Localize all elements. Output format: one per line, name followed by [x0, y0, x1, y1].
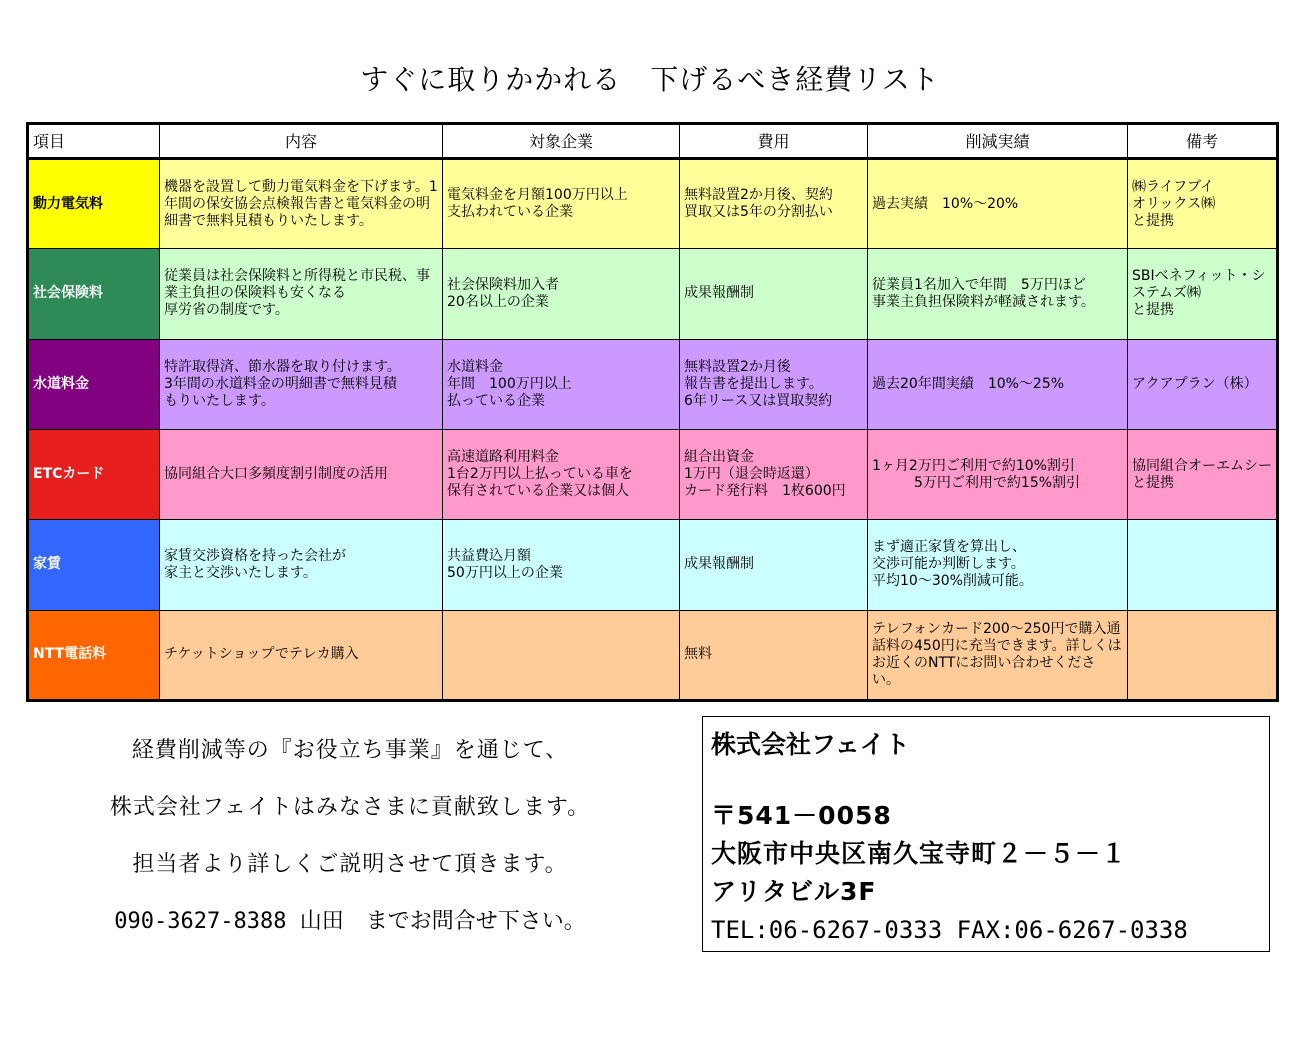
row-target: 高速道路利用料金 1台2万円以上払っている車を 保有されている企業又は個人: [443, 429, 680, 519]
row-results: 過去実績 10%～20%: [868, 159, 1128, 249]
message-line-3: 担当者より詳しくご説明させて頂きます。: [132, 852, 568, 877]
row-remarks: ㈱ライフブイ オリックス㈱ と提携: [1128, 159, 1278, 249]
message-line-2: 株式会社フェイトはみなさまに貢献致します。: [109, 795, 591, 820]
row-content: 協同組合大口多頻度割引制度の活用: [160, 429, 443, 519]
header-remarks: 備考: [1128, 124, 1278, 159]
postal-code: 〒541－0058: [711, 801, 892, 830]
address-line-1: 大阪市中央区南久宝寺町２－５－１: [711, 839, 1128, 868]
table-row: [28, 339, 1278, 429]
row-target: 電気料金を月額100万円以上 支払われている企業: [443, 159, 680, 249]
header-results: 削減実績: [868, 124, 1128, 159]
row-label: NTT電話料: [28, 610, 160, 700]
row-label: 水道料金: [28, 339, 160, 429]
header-item: 項目: [28, 124, 160, 159]
message-line-1: 経費削減等の『お役立ち事業』を通じて、: [131, 738, 569, 763]
row-results: まず適正家賃を算出し、 交渉可能か判断します。 平均10～30%削減可能。: [868, 520, 1128, 610]
row-content: 特許取得済、節水器を取り付けます。 3年間の水道料金の明細書で無料見積 もりいたします。: [160, 339, 443, 429]
table-row: [28, 429, 1278, 519]
row-remarks: [1128, 520, 1278, 610]
address-line-2: アリタビル3F: [711, 877, 877, 906]
table-header-row: [28, 124, 1278, 159]
tel-fax: TEL:06-6267-0333 FAX:06-6267-0338: [711, 916, 1188, 944]
row-cost: 無料設置2か月後、契約 買取又は5年の分割払い: [680, 159, 868, 249]
table-row: [28, 610, 1278, 700]
row-remarks: 協同組合オーエムシー と提携: [1128, 429, 1278, 519]
row-results: 1ヶ月2万円ご利用で約10%割引 5万円ご利用で約15%割引: [868, 429, 1128, 519]
row-label: ETCカード: [28, 429, 160, 519]
row-cost: 無料設置2か月後 報告書を提出します。 6年リース又は買取契約: [680, 339, 868, 429]
row-cost: 無料: [680, 610, 868, 700]
company-name: 株式会社フェイト: [711, 730, 910, 759]
table-row: [28, 159, 1278, 249]
expense-table: [26, 122, 1279, 702]
row-target: 共益費込月額 50万円以上の企業: [443, 520, 680, 610]
row-results: 過去20年間実績 10%～25%: [868, 339, 1128, 429]
row-results: 従業員1名加入で年間 5万円ほど 事業主負担保険料が軽減されます。: [868, 249, 1128, 339]
promo-message: [40, 722, 660, 950]
row-content: 従業員は社会保険料と所得税と市民税、事業主負担の保険料も安くなる 厚労省の制度です。: [160, 249, 443, 339]
row-cost: 成果報酬制: [680, 520, 868, 610]
row-cost: 成果報酬制: [680, 249, 868, 339]
row-target: 水道料金 年間 100万円以上 払っている企業: [443, 339, 680, 429]
header-target: 対象企業: [443, 124, 680, 159]
row-cost: 組合出資金 1万円（退会時返還） カード発行料 1枚600円: [680, 429, 868, 519]
row-remarks: [1128, 610, 1278, 700]
row-content: 家賃交渉資格を持った会社が 家主と交渉いたします。: [160, 520, 443, 610]
row-results: テレフォンカード200～250円で購入通話料の450円に充当できます。詳しくはお近くのNTTにお問い合わせください。: [868, 610, 1128, 700]
row-content: 機器を設置して動力電気料金を下げます。1年間の保安協会点検報告書と電気料金の明細書で無料見積もりいたします。: [160, 159, 443, 249]
row-label: 家賃: [28, 520, 160, 610]
row-label: 社会保険料: [28, 249, 160, 339]
row-target: [443, 610, 680, 700]
row-content: チケットショップでテレカ購入: [160, 610, 443, 700]
contact-phone: 090-3627-8388 山田 までお問合せ下さい。: [114, 909, 586, 934]
row-remarks: アクアプラン（株）: [1128, 339, 1278, 429]
header-content: 内容: [160, 124, 443, 159]
row-target: 社会保険料加入者 20名以上の企業: [443, 249, 680, 339]
company-info-box: [702, 716, 1270, 952]
table-row: [28, 249, 1278, 339]
table-row: [28, 520, 1278, 610]
row-remarks: SBIベネフィット・システムズ㈱ と提携: [1128, 249, 1278, 339]
header-cost: 費用: [680, 124, 868, 159]
page-title: すぐに取りかかれる 下げるべき経費リスト: [360, 63, 940, 96]
row-label: 動力電気料: [28, 159, 160, 249]
